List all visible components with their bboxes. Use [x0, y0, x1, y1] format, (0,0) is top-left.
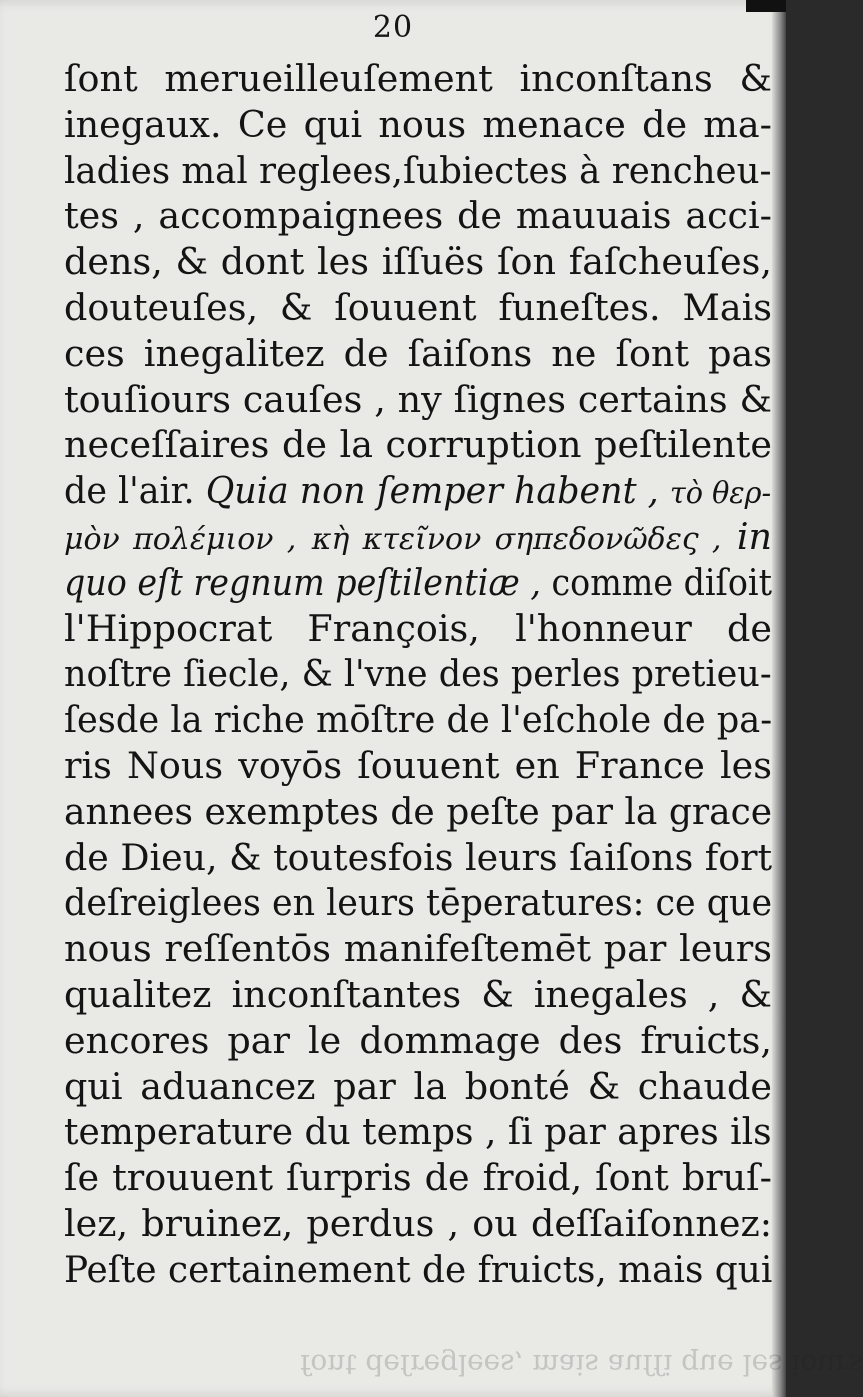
text-line-25: ſe trouuent ſurpris de froid, ſont bruſ-	[64, 1156, 772, 1200]
latin-quote-in: in	[736, 514, 773, 558]
latin-quote-end: quo eſt regnum peſtilentiæ ,	[64, 560, 541, 604]
text-line-26: lez, bruinez, perdus , ou deſſaiſonnez:	[64, 1201, 772, 1245]
text-line-1: ſont merueilleuſement inconſtans &	[64, 57, 772, 100]
text-line-23: qui aduancez par la bonté & chaude	[64, 1064, 772, 1108]
text-line-2: inegaux. Ce qui nous menace de ma-	[64, 102, 772, 146]
text-line-5: dens, & dont les iſſuës ſon faſcheuſes,	[64, 240, 772, 284]
text-line-10	[64, 468, 772, 514]
page-edge	[772, 0, 786, 1397]
page-number: 20	[372, 10, 414, 45]
text-line-13: l'Hippocrat François, l'honneur de	[64, 606, 772, 650]
text-line-8: touſiours cauſes , ny ſignes certains &	[64, 377, 772, 421]
greek-quote-part-b: κὴ κτεῖνον σηπεδονῶδες ,	[311, 521, 722, 557]
show-through-text: font deſreglees, mais auſſi que les iours	[300, 1348, 863, 1381]
text-line-22: encores par le dommage des fruicts,	[64, 1018, 772, 1062]
text-line-27: Peſte certainement de fruicts, mais qui	[64, 1247, 773, 1291]
text-line-14: noſtre ſiecle, & l'vne des perles pretieu-	[64, 652, 772, 696]
greek-quote-start: τὸ θερ-	[669, 476, 772, 512]
text-line-10-roman: de l'air.	[64, 469, 195, 513]
text-line-11	[64, 514, 772, 560]
text-line-19: deſreiglees en leurs tēperatures: ce que	[64, 881, 773, 925]
text-line-12-roman: comme diſoit	[551, 560, 772, 604]
text-line-6: douteuſes, & ſouuent funeſtes. Mais	[64, 285, 772, 329]
text-line-3: ladies mal reglees,ſubiectes à rencheu-	[64, 148, 772, 192]
text-line-7: ces inegalitez de ſaiſons ne ſont pas	[64, 331, 772, 375]
text-line-4: tes , accompaignees de mauuais acci-	[64, 194, 772, 238]
text-line-21: qualitez inconſtantes & inegales , &	[64, 972, 772, 1016]
text-line-17: annees exemptes de peſte par la grace	[64, 789, 773, 833]
text-line-9: neceſſaires de la corruption peſtilente	[64, 423, 772, 467]
greek-quote-part-a: μὸν πολέμιον ,	[64, 521, 297, 557]
text-line-20: nous reſſentōs manifeſtemēt par leurs	[64, 927, 772, 971]
page-body	[64, 56, 772, 1293]
text-line-15: ſesde la riche mōſtre de l'eſchole de pa-	[64, 698, 773, 742]
text-line-12	[64, 560, 772, 606]
text-line-16: ris Nous voyōs ſouuent en France les	[64, 743, 772, 787]
latin-quote: Quia non ſemper habent ,	[205, 469, 659, 513]
text-line-24: temperature du temps , ſi par apres ils	[64, 1110, 772, 1154]
text-line-18: de Dieu, & toutesfois leurs ſaiſons fort	[64, 835, 773, 879]
